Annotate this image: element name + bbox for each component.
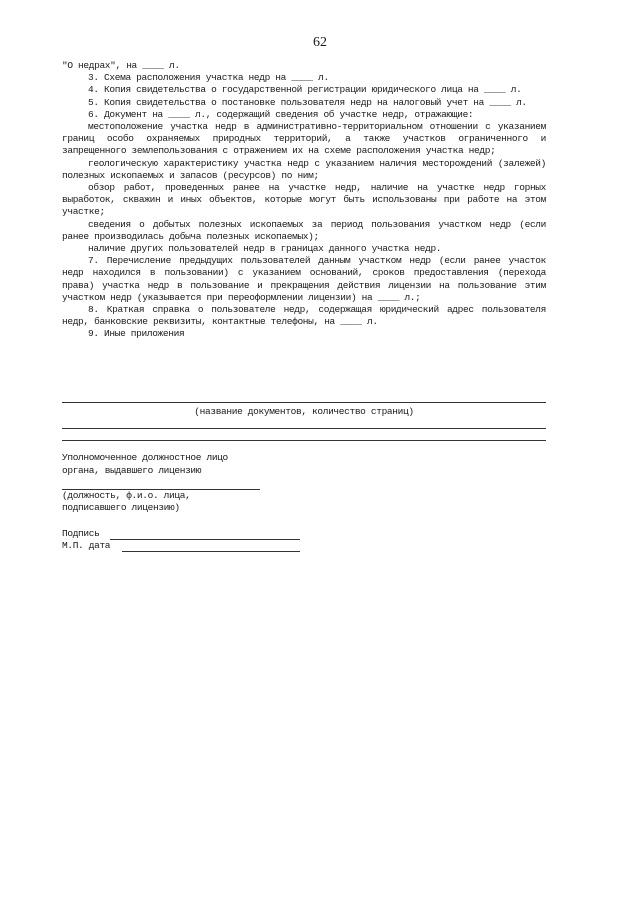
item-5-tax-copy: 5. Копия свидетельства о постановке пользователя недр на налоговый учет на ____ л.	[88, 96, 527, 108]
signature-line	[110, 539, 300, 540]
item-3-scheme: 3. Схема расположения участка недр на ____ л.	[88, 72, 329, 84]
item-7-previous-users: 7. Перечисление предыдущих пользователей данным участком недр (если ранее участок недр находился в пользовании) с указанием оснований, сроков предоставления (перехода права) участка недр в пользование и прекращения действия лицензии на пользование этим участком недр (указывается при переоформлении лицензии) на ____ л.;	[62, 255, 552, 303]
authority-caption-2: подписавшего лицензию)	[62, 502, 180, 513]
item-4-registration-copy: 4. Копия свидетельства о государственной регистрации юридического лица на ____ л.	[88, 84, 522, 96]
signature-label: Подпись	[62, 528, 100, 539]
item-6-geology: геологическую характеристику участка недр с указанием наличия месторождений (залежей) полезных ископаемых и запасов (ресурсов) по ним;	[62, 157, 552, 181]
item-6-location: местоположение участка недр в административно-территориальном отношении с указанием границ особо охраняемых природных территорий, а также участков ограниченного и запрещенного землепользования с отражением их на схеме расположения участка недр;	[62, 121, 552, 157]
attachments-caption: (название документов, количество страниц)	[194, 406, 414, 417]
paragraph-law-ref: "О недрах", на ____ л.	[62, 60, 180, 71]
stamp-date-label: М.П. дата	[62, 540, 111, 551]
attachments-line-2	[62, 428, 546, 429]
authority-caption-1: (должность, ф.и.о. лица,	[62, 490, 191, 501]
item-9-other-attachments: 9. Иные приложения	[88, 328, 185, 340]
authority-line-1: Уполномоченное должностное лицо	[62, 452, 228, 463]
item-6-document: 6. Документ на ____ л., содержащий сведения об участке недр, отражающие:	[88, 108, 474, 120]
authority-line-2: органа, выдавшего лицензию	[62, 465, 202, 476]
item-6-works-overview: обзор работ, проведенных ранее на участке недр, наличие на участке недр горных выработок, скважин и иных объектов, которые могут быть использованы при работе на этом участке;	[62, 182, 552, 218]
item-8-user-info: 8. Краткая справка о пользователе недр, содержащая юридический адрес пользователя недр, банковские реквизиты, контактные телефоны, на ____ л.	[62, 304, 552, 328]
item-6-extraction-info: сведения о добытых полезных ископаемых за период пользования участком недр (если ранее производилась добыча полезных ископаемых);	[62, 218, 552, 242]
date-line	[122, 551, 300, 552]
document-body	[62, 60, 552, 341]
item-6-other-users: наличие других пользователей недр в границах данного участка недр.	[88, 243, 442, 255]
attachments-line-3	[62, 440, 546, 441]
attachments-line-1	[62, 402, 546, 403]
page-number: 62	[313, 35, 327, 50]
